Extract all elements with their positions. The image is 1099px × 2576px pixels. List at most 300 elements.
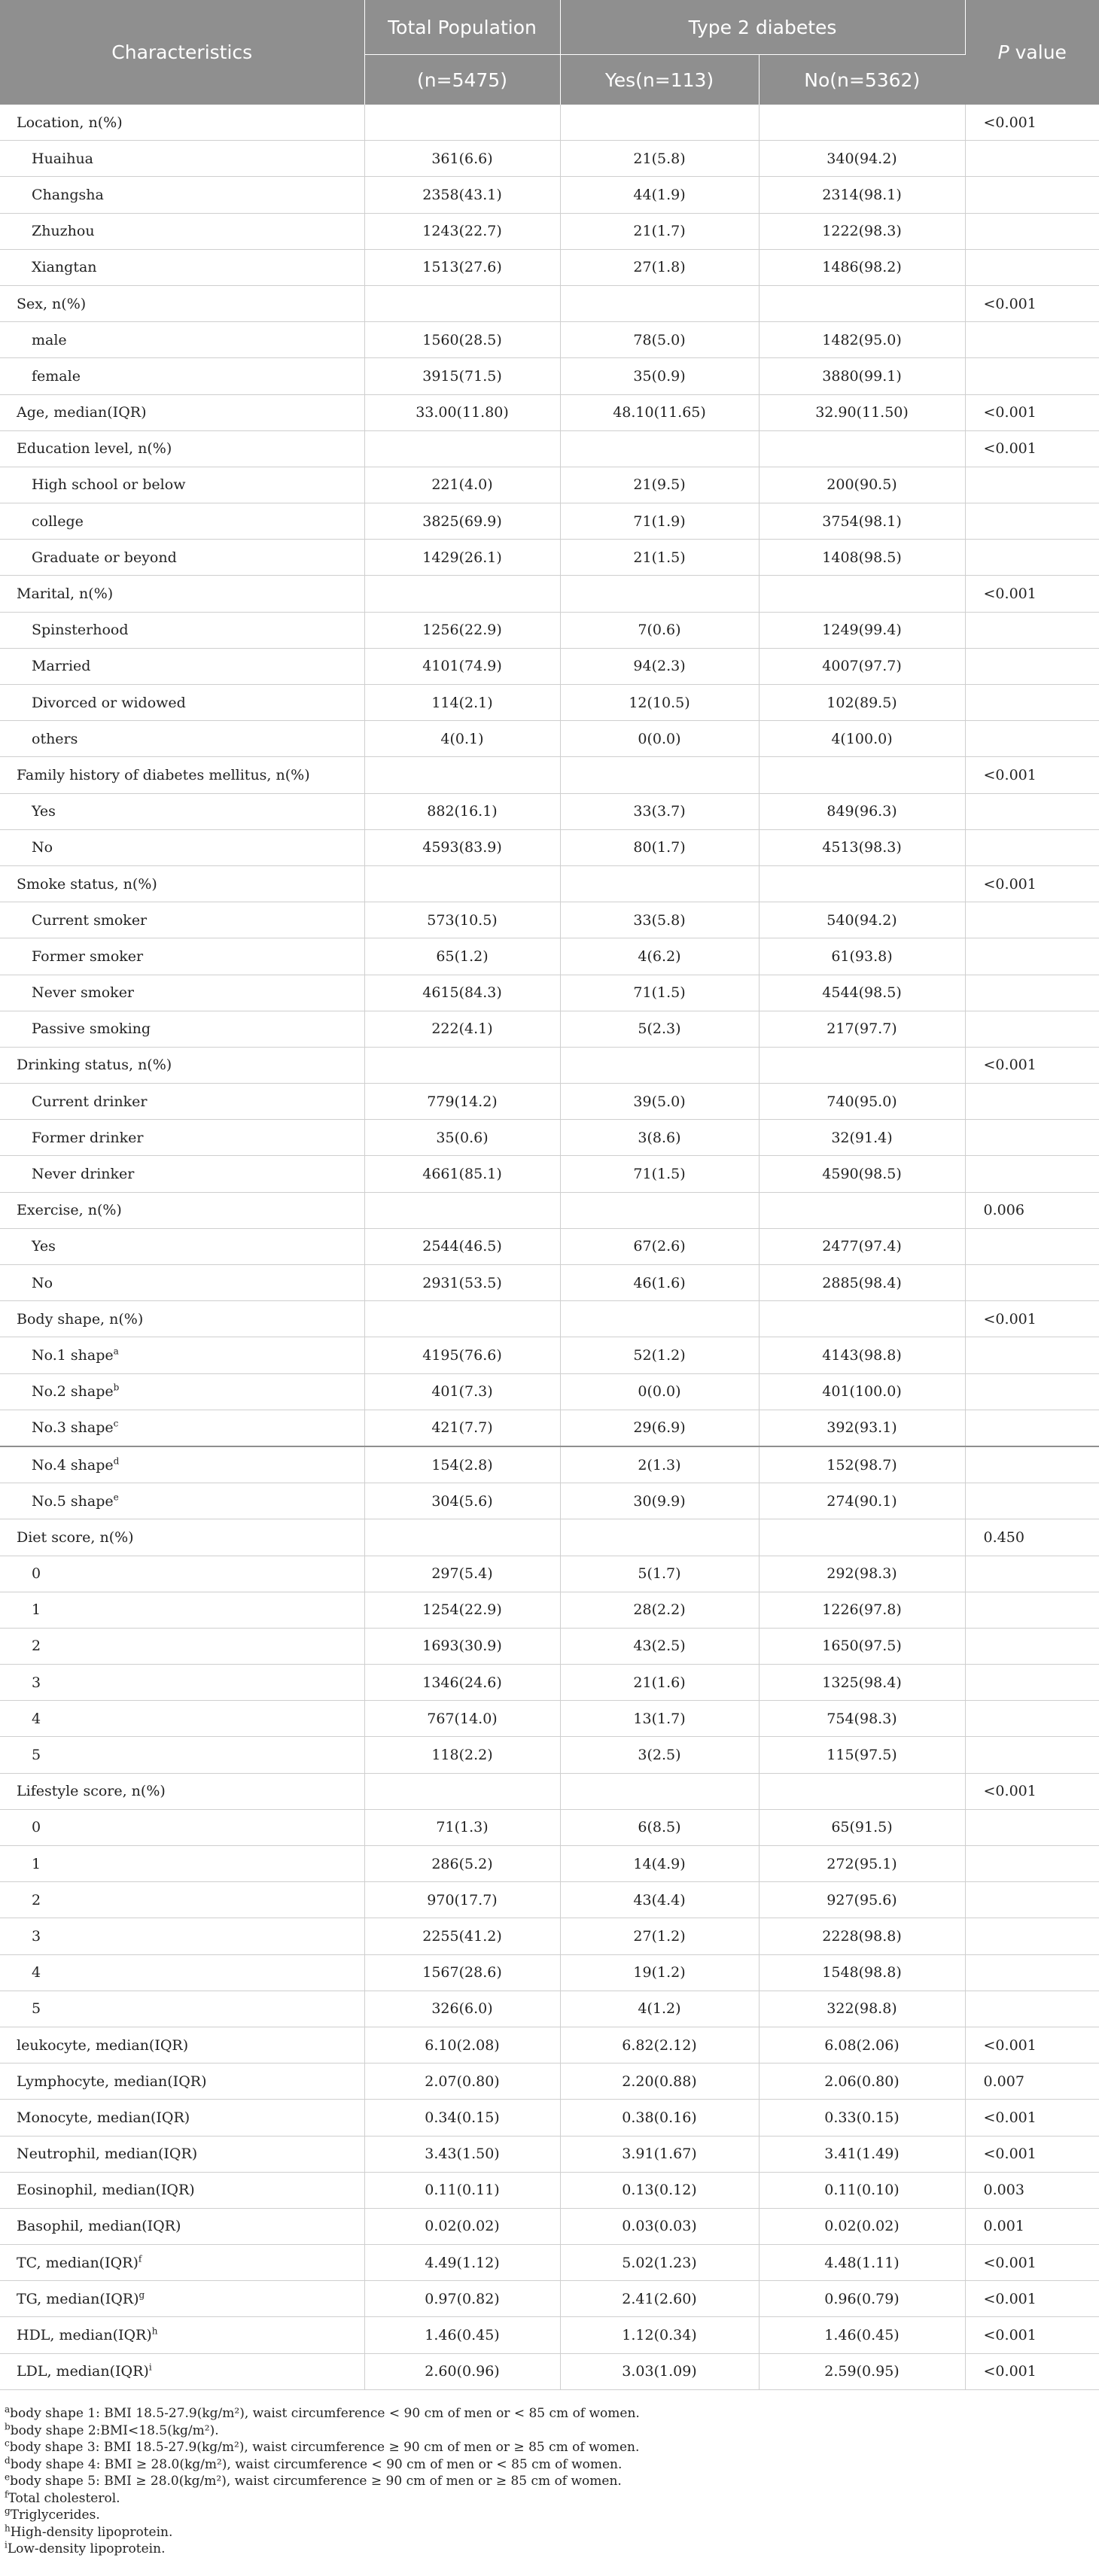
total-cell: 4101(74.9) bbox=[364, 648, 560, 684]
row-label-cell bbox=[0, 576, 364, 612]
table-row bbox=[0, 1519, 1099, 1556]
no-cell: 2228(98.8) bbox=[759, 1918, 965, 1954]
row-label-cell bbox=[0, 1483, 364, 1519]
row-label-cell bbox=[0, 1192, 364, 1228]
total-cell: 6.10(2.08) bbox=[364, 2027, 560, 2063]
no-cell: 65(91.5) bbox=[759, 1809, 965, 1845]
table-row bbox=[0, 1556, 1099, 1592]
footnote bbox=[5, 2439, 1088, 2456]
table-row bbox=[0, 721, 1099, 757]
total-cell: 2.07(0.80) bbox=[364, 2064, 560, 2100]
no-cell: 1482(95.0) bbox=[759, 322, 965, 358]
row-label: No.2 shape bbox=[32, 1383, 114, 1401]
no-cell: 0.11(0.10) bbox=[759, 2172, 965, 2208]
row-label-cell bbox=[0, 1301, 364, 1337]
p-value-cell bbox=[965, 902, 1099, 938]
footnote-marker: f bbox=[5, 2488, 8, 2499]
total-cell: 0.97(0.82) bbox=[364, 2281, 560, 2317]
yes-cell: 0.38(0.16) bbox=[560, 2100, 759, 2136]
row-label-cell bbox=[0, 467, 364, 503]
yes-cell: 14(4.9) bbox=[560, 1846, 759, 1882]
table-row bbox=[0, 1628, 1099, 1664]
footnote-marker: e bbox=[113, 1492, 119, 1503]
table-row bbox=[0, 1701, 1099, 1737]
row-label-cell bbox=[0, 322, 364, 358]
yes-cell: 43(2.5) bbox=[560, 1628, 759, 1664]
row-label-cell bbox=[0, 1120, 364, 1156]
p-value-cell: <0.001 bbox=[965, 430, 1099, 467]
table-row bbox=[0, 1301, 1099, 1337]
yes-cell: 21(1.6) bbox=[560, 1665, 759, 1701]
no-cell: 0.96(0.79) bbox=[759, 2281, 965, 2317]
footnote-marker: b bbox=[113, 1382, 120, 1393]
p-value-cell: 0.001 bbox=[965, 2208, 1099, 2244]
row-label-cell bbox=[0, 2136, 364, 2172]
p-value-cell bbox=[965, 358, 1099, 394]
p-value-cell bbox=[965, 1592, 1099, 1628]
no-cell: 3.41(1.49) bbox=[759, 2136, 965, 2172]
yes-cell: 71(1.5) bbox=[560, 1156, 759, 1192]
table-row bbox=[0, 322, 1099, 358]
total-cell: 0.02(0.02) bbox=[364, 2208, 560, 2244]
total-cell: 361(6.6) bbox=[364, 141, 560, 177]
p-value-cell bbox=[965, 793, 1099, 829]
footnote bbox=[5, 2541, 1088, 2558]
total-cell: 114(2.1) bbox=[364, 685, 560, 721]
yes-cell bbox=[560, 285, 759, 321]
total-cell: 4593(83.9) bbox=[364, 829, 560, 865]
yes-cell: 0.13(0.12) bbox=[560, 2172, 759, 2208]
header-p-value bbox=[965, 0, 1099, 105]
row-label-cell bbox=[0, 1628, 364, 1664]
p-value-cell bbox=[965, 1011, 1099, 1047]
p-value-cell: <0.001 bbox=[965, 865, 1099, 902]
row-label-cell bbox=[0, 177, 364, 213]
p-value-cell: <0.001 bbox=[965, 2353, 1099, 2389]
row-label: HDL, median(IQR) bbox=[17, 2327, 152, 2344]
total-cell: 0.34(0.15) bbox=[364, 2100, 560, 2136]
total-cell: 3825(69.9) bbox=[364, 503, 560, 540]
row-label: Passive smoking bbox=[32, 1020, 151, 1038]
no-cell bbox=[759, 865, 965, 902]
yes-cell bbox=[560, 430, 759, 467]
row-label: 3 bbox=[32, 1927, 41, 1945]
row-label-cell bbox=[0, 721, 364, 757]
no-cell: 1226(97.8) bbox=[759, 1592, 965, 1628]
yes-cell: 0.03(0.03) bbox=[560, 2208, 759, 2244]
row-label: Age, median(IQR) bbox=[17, 404, 147, 421]
row-label: No bbox=[32, 1274, 53, 1291]
row-label: Never smoker bbox=[32, 984, 135, 1002]
row-label: 3 bbox=[32, 1674, 41, 1691]
row-label: Spinsterhood bbox=[32, 622, 129, 639]
row-label: Divorced or widowed bbox=[32, 694, 186, 711]
table-row bbox=[0, 865, 1099, 902]
no-cell: 4(100.0) bbox=[759, 721, 965, 757]
row-label-cell bbox=[0, 1084, 364, 1120]
table-row bbox=[0, 430, 1099, 467]
yes-cell: 3(2.5) bbox=[560, 1737, 759, 1773]
p-value-cell bbox=[965, 141, 1099, 177]
total-cell: 970(17.7) bbox=[364, 1882, 560, 1918]
yes-cell: 1.12(0.34) bbox=[560, 2317, 759, 2353]
no-cell: 849(96.3) bbox=[759, 793, 965, 829]
table-row bbox=[0, 1665, 1099, 1701]
no-cell: 1650(97.5) bbox=[759, 1628, 965, 1664]
footnote-marker: d bbox=[5, 2454, 11, 2465]
yes-cell: 28(2.2) bbox=[560, 1592, 759, 1628]
p-value-cell: <0.001 bbox=[965, 2136, 1099, 2172]
p-value-cell bbox=[965, 1156, 1099, 1192]
footnote-marker: a bbox=[5, 2404, 11, 2415]
yes-cell bbox=[560, 576, 759, 612]
row-label: No bbox=[32, 839, 53, 856]
p-value-cell bbox=[965, 322, 1099, 358]
total-cell: 1243(22.7) bbox=[364, 213, 560, 249]
no-cell: 32(91.4) bbox=[759, 1120, 965, 1156]
table-row bbox=[0, 1156, 1099, 1192]
no-cell: 1548(98.8) bbox=[759, 1954, 965, 1991]
row-label-cell bbox=[0, 2064, 364, 2100]
yes-cell: 3.03(1.09) bbox=[560, 2353, 759, 2389]
footnote-marker: f bbox=[138, 2253, 142, 2264]
table-row bbox=[0, 2245, 1099, 2281]
no-cell: 0.33(0.15) bbox=[759, 2100, 965, 2136]
total-cell: 401(7.3) bbox=[364, 1373, 560, 1410]
row-label: High school or below bbox=[32, 476, 186, 494]
row-label-cell bbox=[0, 829, 364, 865]
yes-cell bbox=[560, 1047, 759, 1083]
footnote-text: Triglycerides. bbox=[10, 2508, 100, 2523]
total-cell: 1256(22.9) bbox=[364, 612, 560, 648]
row-label-cell bbox=[0, 2317, 364, 2353]
yes-cell bbox=[560, 1519, 759, 1556]
yes-cell: 5.02(1.23) bbox=[560, 2245, 759, 2281]
footnote bbox=[5, 2490, 1088, 2508]
row-label: Drinking status, n(%) bbox=[17, 1057, 172, 1074]
header-p-letter: P bbox=[997, 41, 1009, 63]
footnote bbox=[5, 2456, 1088, 2474]
table-row bbox=[0, 1882, 1099, 1918]
table-row bbox=[0, 2064, 1099, 2100]
row-label: TG, median(IQR) bbox=[17, 2290, 139, 2307]
total-cell: 326(6.0) bbox=[364, 1991, 560, 2027]
row-label-cell bbox=[0, 503, 364, 540]
row-label-cell bbox=[0, 1846, 364, 1882]
no-cell: 4513(98.3) bbox=[759, 829, 965, 865]
table-body bbox=[0, 105, 1099, 2389]
row-label: Zhuzhou bbox=[32, 223, 95, 240]
table-row bbox=[0, 1265, 1099, 1301]
footnote-marker: b bbox=[5, 2420, 11, 2432]
total-cell: 767(14.0) bbox=[364, 1701, 560, 1737]
row-label: LDL, median(IQR) bbox=[17, 2363, 149, 2380]
yes-cell: 21(5.8) bbox=[560, 141, 759, 177]
p-value-cell: <0.001 bbox=[965, 757, 1099, 793]
p-value-cell bbox=[965, 503, 1099, 540]
p-value-cell bbox=[965, 685, 1099, 721]
footnote-text: body shape 5: BMI ≥ 28.0(kg/m²), waist circumference ≥ 90 cm of men or ≥ 85 cm of women. bbox=[10, 2474, 622, 2489]
table-row bbox=[0, 1846, 1099, 1882]
yes-cell: 29(6.9) bbox=[560, 1410, 759, 1446]
total-cell bbox=[364, 285, 560, 321]
row-label: 2 bbox=[32, 1891, 41, 1908]
total-cell: 1560(28.5) bbox=[364, 322, 560, 358]
yes-cell bbox=[560, 865, 759, 902]
no-cell bbox=[759, 1047, 965, 1083]
row-label-cell bbox=[0, 1373, 364, 1410]
row-label: No.3 shape bbox=[32, 1419, 114, 1437]
row-label-cell bbox=[0, 540, 364, 576]
yes-cell: 21(9.5) bbox=[560, 467, 759, 503]
yes-cell: 39(5.0) bbox=[560, 1084, 759, 1120]
footnote-marker: c bbox=[5, 2438, 10, 2449]
table-row bbox=[0, 612, 1099, 648]
yes-cell: 33(3.7) bbox=[560, 793, 759, 829]
yes-cell: 71(1.5) bbox=[560, 975, 759, 1011]
p-value-cell: <0.001 bbox=[965, 2317, 1099, 2353]
total-cell bbox=[364, 1192, 560, 1228]
no-cell: 272(95.1) bbox=[759, 1846, 965, 1882]
row-label: Lifestyle score, n(%) bbox=[17, 1783, 166, 1800]
p-value-cell bbox=[965, 1665, 1099, 1701]
row-label: female bbox=[32, 367, 81, 385]
total-cell: 779(14.2) bbox=[364, 1084, 560, 1120]
table-row bbox=[0, 2281, 1099, 2317]
p-value-cell bbox=[965, 1809, 1099, 1845]
table-row bbox=[0, 648, 1099, 684]
no-cell bbox=[759, 1192, 965, 1228]
row-label-cell bbox=[0, 1337, 364, 1373]
row-label: Xiangtan bbox=[32, 259, 97, 276]
yes-cell bbox=[560, 105, 759, 141]
total-cell bbox=[364, 430, 560, 467]
p-value-cell bbox=[965, 1410, 1099, 1446]
table-row bbox=[0, 1373, 1099, 1410]
yes-cell: 21(1.5) bbox=[560, 540, 759, 576]
footnote-marker: g bbox=[139, 2289, 145, 2301]
row-label: TC, median(IQR) bbox=[17, 2254, 139, 2271]
no-cell bbox=[759, 285, 965, 321]
no-cell: 322(98.8) bbox=[759, 1991, 965, 2027]
row-label-cell bbox=[0, 1047, 364, 1083]
total-cell: 297(5.4) bbox=[364, 1556, 560, 1592]
table-row bbox=[0, 503, 1099, 540]
yes-cell: 33(5.8) bbox=[560, 902, 759, 938]
footnote-text: body shape 2:BMI<18.5(kg/m²). bbox=[10, 2422, 219, 2438]
table-row bbox=[0, 685, 1099, 721]
table-row bbox=[0, 793, 1099, 829]
no-cell: 115(97.5) bbox=[759, 1737, 965, 1773]
footnote-marker: g bbox=[5, 2505, 11, 2517]
no-cell: 4544(98.5) bbox=[759, 975, 965, 1011]
table-row bbox=[0, 1228, 1099, 1264]
table-row bbox=[0, 467, 1099, 503]
total-cell bbox=[364, 1519, 560, 1556]
row-label-cell bbox=[0, 1446, 364, 1483]
no-cell: 1249(99.4) bbox=[759, 612, 965, 648]
total-cell: 71(1.3) bbox=[364, 1809, 560, 1845]
table-row bbox=[0, 902, 1099, 938]
row-label: Current smoker bbox=[32, 911, 148, 929]
no-cell: 2477(97.4) bbox=[759, 1228, 965, 1264]
row-label: Location, n(%) bbox=[17, 114, 123, 131]
no-cell: 4007(97.7) bbox=[759, 648, 965, 684]
table-row bbox=[0, 249, 1099, 285]
p-value-cell bbox=[965, 1084, 1099, 1120]
footnote-marker: i bbox=[5, 2539, 8, 2550]
yes-cell: 71(1.9) bbox=[560, 503, 759, 540]
no-cell: 3880(99.1) bbox=[759, 358, 965, 394]
footnote-marker: i bbox=[148, 2362, 152, 2373]
p-value-cell: <0.001 bbox=[965, 105, 1099, 141]
row-label-cell bbox=[0, 938, 364, 975]
total-cell bbox=[364, 865, 560, 902]
p-value-cell bbox=[965, 829, 1099, 865]
total-cell: 1693(30.9) bbox=[364, 1628, 560, 1664]
table-row bbox=[0, 1773, 1099, 1809]
row-label: No.5 shape bbox=[32, 1492, 114, 1510]
row-label: Body shape, n(%) bbox=[17, 1310, 144, 1328]
total-cell bbox=[364, 1301, 560, 1337]
yes-cell: 27(1.8) bbox=[560, 249, 759, 285]
footnote bbox=[5, 2422, 1088, 2440]
total-cell bbox=[364, 1773, 560, 1809]
footnote-text: High-density lipoprotein. bbox=[10, 2524, 173, 2540]
table-row bbox=[0, 1337, 1099, 1373]
total-cell: 421(7.7) bbox=[364, 1410, 560, 1446]
footnote bbox=[5, 2473, 1088, 2490]
p-value-cell bbox=[965, 249, 1099, 285]
total-cell: 35(0.6) bbox=[364, 1120, 560, 1156]
row-label: 0 bbox=[32, 1819, 41, 1836]
row-label-cell bbox=[0, 213, 364, 249]
p-value-cell bbox=[965, 1737, 1099, 1773]
no-cell bbox=[759, 105, 965, 141]
row-label-cell bbox=[0, 285, 364, 321]
row-label-cell bbox=[0, 2172, 364, 2208]
header-no: No(n=5362) bbox=[759, 55, 965, 105]
table-row bbox=[0, 938, 1099, 975]
row-label-cell bbox=[0, 975, 364, 1011]
row-label-cell bbox=[0, 1156, 364, 1192]
yes-cell: 7(0.6) bbox=[560, 612, 759, 648]
no-cell: 927(95.6) bbox=[759, 1882, 965, 1918]
yes-cell: 43(4.4) bbox=[560, 1882, 759, 1918]
table-row bbox=[0, 394, 1099, 430]
table-row bbox=[0, 1483, 1099, 1519]
no-cell bbox=[759, 1301, 965, 1337]
row-label-cell bbox=[0, 902, 364, 938]
no-cell: 32.90(11.50) bbox=[759, 394, 965, 430]
row-label: 0 bbox=[32, 1565, 41, 1583]
yes-cell: 12(10.5) bbox=[560, 685, 759, 721]
total-cell: 222(4.1) bbox=[364, 1011, 560, 1047]
table-row bbox=[0, 1120, 1099, 1156]
row-label: Smoke status, n(%) bbox=[17, 875, 157, 893]
row-label: Exercise, n(%) bbox=[17, 1202, 122, 1219]
table-row bbox=[0, 2100, 1099, 2136]
p-value-cell bbox=[965, 938, 1099, 975]
p-value-cell bbox=[965, 1701, 1099, 1737]
yes-cell: 0(0.0) bbox=[560, 721, 759, 757]
total-cell: 2358(43.1) bbox=[364, 177, 560, 213]
yes-cell: 4(1.2) bbox=[560, 1991, 759, 2027]
row-label-cell bbox=[0, 2281, 364, 2317]
row-label-cell bbox=[0, 1011, 364, 1047]
yes-cell bbox=[560, 757, 759, 793]
total-cell: 4661(85.1) bbox=[364, 1156, 560, 1192]
yes-cell: 48.10(11.65) bbox=[560, 394, 759, 430]
no-cell: 2314(98.1) bbox=[759, 177, 965, 213]
p-value-cell bbox=[965, 1446, 1099, 1483]
yes-cell: 30(9.9) bbox=[560, 1483, 759, 1519]
p-value-cell bbox=[965, 213, 1099, 249]
total-cell: 1567(28.6) bbox=[364, 1954, 560, 1991]
total-cell: 2931(53.5) bbox=[364, 1265, 560, 1301]
yes-cell: 5(1.7) bbox=[560, 1556, 759, 1592]
footnote-text: body shape 1: BMI 18.5-27.9(kg/m²), waist circumference < 90 cm of men or < 85 cm of women. bbox=[10, 2406, 640, 2421]
p-value-cell bbox=[965, 1265, 1099, 1301]
p-value-cell bbox=[965, 721, 1099, 757]
row-label-cell bbox=[0, 648, 364, 684]
no-cell: 1.46(0.45) bbox=[759, 2317, 965, 2353]
no-cell: 152(98.7) bbox=[759, 1446, 965, 1483]
yes-cell: 6.82(2.12) bbox=[560, 2027, 759, 2063]
row-label: Eosinophil, median(IQR) bbox=[17, 2182, 195, 2199]
row-label: 4 bbox=[32, 1964, 41, 1981]
p-value-cell bbox=[965, 1120, 1099, 1156]
p-value-cell bbox=[965, 1556, 1099, 1592]
row-label-cell bbox=[0, 394, 364, 430]
p-value-cell bbox=[965, 467, 1099, 503]
row-label-cell bbox=[0, 1665, 364, 1701]
yes-cell: 52(1.2) bbox=[560, 1337, 759, 1373]
no-cell: 0.02(0.02) bbox=[759, 2208, 965, 2244]
row-label-cell bbox=[0, 1228, 364, 1264]
table-row bbox=[0, 975, 1099, 1011]
row-label: 4 bbox=[32, 1710, 41, 1727]
table-row bbox=[0, 2136, 1099, 2172]
total-cell: 1346(24.6) bbox=[364, 1665, 560, 1701]
row-label: Current drinker bbox=[32, 1093, 148, 1110]
row-label-cell bbox=[0, 757, 364, 793]
p-value-cell: 0.007 bbox=[965, 2064, 1099, 2100]
p-value-cell bbox=[965, 975, 1099, 1011]
yes-cell: 80(1.7) bbox=[560, 829, 759, 865]
no-cell: 1222(98.3) bbox=[759, 213, 965, 249]
yes-cell: 5(2.3) bbox=[560, 1011, 759, 1047]
table-row bbox=[0, 2208, 1099, 2244]
total-cell: 4.49(1.12) bbox=[364, 2245, 560, 2281]
total-cell: 2.60(0.96) bbox=[364, 2353, 560, 2389]
no-cell: 6.08(2.06) bbox=[759, 2027, 965, 2063]
row-label-cell bbox=[0, 1592, 364, 1628]
header-characteristics: Characteristics bbox=[0, 0, 364, 105]
p-value-cell: <0.001 bbox=[965, 1773, 1099, 1809]
row-label-cell bbox=[0, 2208, 364, 2244]
no-cell bbox=[759, 576, 965, 612]
row-label-cell bbox=[0, 2245, 364, 2281]
total-cell bbox=[364, 105, 560, 141]
footnote-marker: e bbox=[5, 2471, 11, 2483]
no-cell: 4.48(1.11) bbox=[759, 2245, 965, 2281]
row-label-cell bbox=[0, 865, 364, 902]
table-row bbox=[0, 213, 1099, 249]
yes-cell: 6(8.5) bbox=[560, 1809, 759, 1845]
yes-cell: 78(5.0) bbox=[560, 322, 759, 358]
total-cell: 2255(41.2) bbox=[364, 1918, 560, 1954]
